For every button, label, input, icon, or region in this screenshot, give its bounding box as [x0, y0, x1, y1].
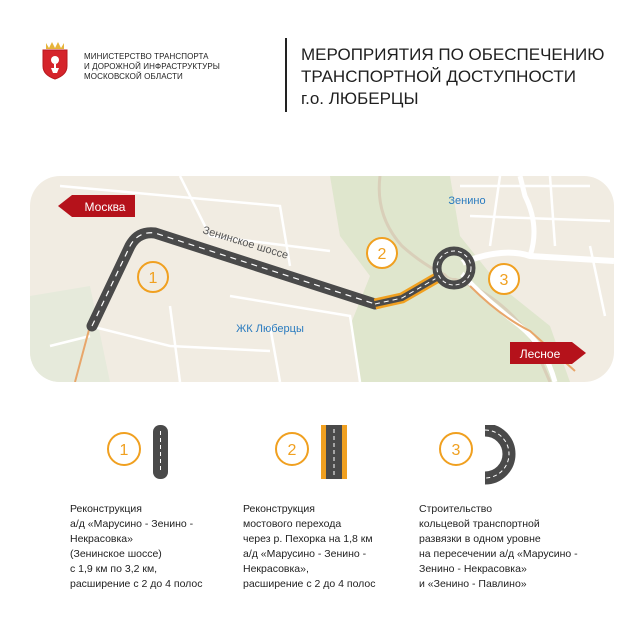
ministry-name [84, 52, 220, 82]
lesnoe-direction-flag [510, 342, 586, 364]
description-line: через р. Пехорка на 1,8 км [243, 533, 373, 545]
legend-item-2-description [243, 502, 376, 592]
ministry-line: И ДОРОЖНОЙ ИНФРАСТРУКТУРЫ [84, 62, 220, 71]
description-line: расширение с 2 до 4 полос [243, 578, 376, 590]
moskva-direction-flag [58, 195, 135, 217]
zeninskoe-shosse-label: Зенинское шоссе [201, 224, 290, 262]
marker-number: 2 [377, 246, 387, 263]
legend-item-3-description [419, 502, 578, 592]
roundabout-island [444, 258, 464, 278]
route-map [30, 176, 614, 382]
description-line: Некрасовка», [243, 563, 309, 575]
ministry-line: МИНИСТЕРСТВО ТРАНСПОРТА [84, 52, 209, 61]
description-line: расширение с 2 до 4 полос [70, 578, 203, 590]
two-lane-road-icon [153, 425, 168, 479]
page-title [301, 44, 604, 110]
description-line: мостового перехода [243, 518, 342, 530]
description-line: Некрасовка» [70, 533, 133, 545]
description-line: на пересечении а/д «Марусино - [419, 548, 578, 560]
header-divider [285, 38, 287, 112]
description-line: а/д «Марусино - Зенино - [243, 548, 367, 560]
description-line: а/д «Марусино - Зенино - [70, 518, 194, 530]
moskva-label: Москва [84, 200, 126, 214]
ministry-line: МОСКОВСКОЙ ОБЛАСТИ [84, 72, 183, 81]
roundabout-road-icon [485, 430, 509, 478]
description-line: с 1,9 км по 3,2 км, [70, 563, 158, 575]
title-line: г.о. ЛЮБЕРЦЫ [301, 89, 419, 108]
marker-number: 1 [148, 270, 158, 287]
map-marker-1 [138, 262, 168, 292]
legend-item-3-graphic [437, 425, 527, 485]
legend-item-1-description [70, 502, 203, 592]
legend-number: 3 [451, 442, 461, 459]
bridge-road-icon [321, 425, 347, 479]
legend-number: 2 [287, 442, 297, 459]
zhk-lyubertsy-label: ЖК Люберцы [236, 323, 304, 335]
description-line: Зенино - Некрасовка» [419, 563, 527, 575]
map-marker-2 [367, 238, 397, 268]
marker-number: 3 [499, 272, 509, 289]
description-line: развязки в одном уровне [419, 533, 541, 545]
description-line: Реконструкция [243, 503, 315, 515]
legend-item-2-graphic [273, 425, 363, 481]
description-line: кольцевой транспортной [419, 518, 540, 530]
title-line: МЕРОПРИЯТИЯ ПО ОБЕСПЕЧЕНИЮ [301, 45, 605, 64]
legend-item-1-graphic [105, 425, 185, 481]
description-line: (Зенинское шоссе) [70, 548, 162, 560]
description-line: и «Зенино - Павлино» [419, 578, 527, 590]
description-line: Строительство [419, 503, 493, 515]
legend-number: 1 [119, 442, 129, 459]
map-marker-3 [489, 264, 519, 294]
zenino-label: Зенино [448, 195, 486, 207]
description-line: Реконструкция [70, 503, 142, 515]
moscow-region-coat-of-arms-logo [40, 40, 70, 80]
lesnoe-label: Лесное [519, 347, 561, 361]
title-line: ТРАНСПОРТНОЙ ДОСТУПНОСТИ [301, 67, 576, 86]
